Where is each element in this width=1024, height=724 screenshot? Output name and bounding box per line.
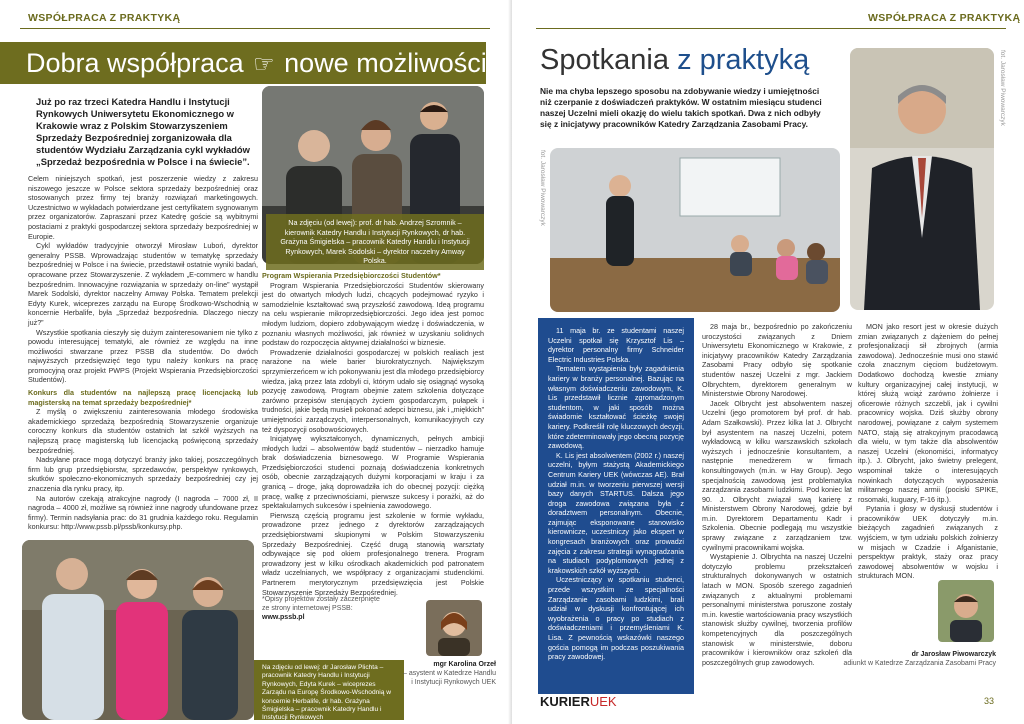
section-label-right: WSPÓŁPRACA Z PRAKTYKĄ [868,12,1021,24]
paragraph: Inicjatywę wykształconych, dynamicznych, pełnych ambicji młodych ludzi – absolwentów bądź studentów – nierzadko hamuje brak doświadczenia biznesowego. W Programie Wspierania Przedsiębiorczości studenci poznają doświadczenia konkretnych osób, obecnie zarządzających dużymi korporacjami w kraju i za granicą – droge, jaką doprowadziła ich do obecnej pozycji: ciężką pracę, walkę z przeciwnościami, pierwsze sukcesy i porażki, aż do spektakularnych sukcesów i spełnienia zawodowego. [262,434,484,511]
paragraph: Program Wspierania Przedsiębiorczości Studentów skierowany jest do otwartych młodych ludzi, chcących podejmować ryzyko i samodzielnie kształtować swą przyszłość zawodową. Ideą programu na celu wspieranie mikroprzedsiębiorczości. Jego idea jest pomoc młodym ludziom, dopiero zdobywającym wiedzę i doświadczenia, w poznaniu własnych możliwości, jak również w uzyskaniu solidnych podstaw do rozpoczęcia aktywnej działalności w biznesie. [262,280,484,348]
photo-portrait [850,48,994,310]
pointing-hand-icon: ☞ [253,51,275,78]
paragraph: Wystąpienie J. Olbrychta na naszej Uczelni dotyczyło problemu przekształceń strukturalnych dokonywanych w ostatnich latach w MON. Sposób szerego zagadnień związanych z aktualnymi problemami personalnymi ministerstwa poruszone zostały m.in. kwestie wartościowania pracy wszystkich stanowisk służby cywilnej, tworzenia profilów kompetencyjnych dla poszczególnych stanowisk w ministerstwie, doboru pracowników i kierowników oraz szkoleń dla poszczególnych grup zawodowych. [702,552,852,667]
author-name: dr Jarosław Piwowarczyk [911,651,996,658]
left-column-2 [262,268,484,597]
footnote [262,595,422,622]
top-rule-right [536,28,1006,29]
footnote-link[interactable]: www.pssb.pl [262,614,305,621]
paragraph: Tematem wystąpienia były zagadnienia kariery w branży personalnej. Bazując na własnym doświadczeniu zawodowym, K. Lis przedstawił licznie zgromadzonym studentom, w jaki sposób można świadomie kształtować ścieżkę swojej kariery. Podkreślił rolę kluczowych decyzji, które zdeterminowały jego obecną pozycję zawodową. [548,364,684,451]
photo-credit-a: fot. Jarosław Piwowarczyk [539,150,546,226]
title-plain: Spotkania [540,44,669,76]
paragraph: Cykl wykładów tradycyjnie otworzył Mirosław Luboń, dyrektor generalny PSSB. Wprowadzając studentów w tematykę sprzedaży bezpośredniej w Polsce i na świecie, przedstawił ostatnie wyniki badań, opracowane przez Stowarzyszenie. Z wykładem „E-commerc w handlu bezpośrednim. Innowacyjne rozwiązania w sprzedaży on-line” wystąpił Marek Sodolski, dyrektor naczelny Amway Polska. Tematem prelekcji Edyty Kurek, wiceprezes zarządu na Europę Środkowo-Wschodnią w koncernie Herbalife, była „Sprzedaż bezpośrednia. Dlaczego nieczy już?” [28,241,258,327]
subheading: Program Wspierania Przedsiębiorczości Studentów* [262,271,441,280]
author-photo-left [426,600,482,656]
title-part-1: Dobra współpraca [26,48,244,78]
photo-credit-b: fot. Jarosław Piwowarczyk [999,50,1006,126]
paragraph: Z myślą o zwiększeniu zainteresowania młodego środowiska akademickiego sprzedażą bezpośrednią Stowarzyszenie organizuje coroczny konkurs dla studentów ostatnich lat szkół wyższych na najlepszą pracę magisterską lub licencjacką poświęconą sprzedaży bezpośredniej. [28,407,258,455]
title-part-2: nowe możliwości [284,48,487,78]
logo-uek: UEK [589,694,617,709]
paragraph: Uczestniczący w spotkaniu studenci, przede wszystkim ze specjalności Zarządzanie zasobami ludzkimi, brali udział w dyskusji konfrontującej ich wyobrażenia o pracy po studiach z doświadczeniami i przemyśleniami K. Lisa. Z pewnością wskazówki naszego gościa pomogą im podczas poszukiwania pracy zawodowej. [548,575,684,662]
paragraph: 28 maja br., bezpośrednio po zakończeniu uroczystości związanych z Dniem Uniwersytetu Ekonomicznego w Krakowie, z inicjatywy pracowników Katedry Zarządzania Zasobami Pracy odbyło się spotkanie studentów naszej Uczelni z mgr. Jackiem Olbrychtem, dyrektorem generalnym w Ministerstwie Obrony Narodowej. [702,322,852,399]
paragraph: Pierwszą częścią programu jest szkolenie w formie wykładu, prowadzone przez jednego z dyrektorów zarządzających przedsiębiorstwami skupionymi w Polskim Stowarzyszeniu Sprzedaży Bezpośredniej. Część drugą stanowią warsztaty odbywające się pod okiem profesjonalnego trenera. Program prowadzony jest w kilku ośrodkach akademickich pod patronatem władz uczelnianych, we współpracy z organizacjami studenckimi. Partnerem merytorycznym przedsięwzięcia jest Polskie Stowarzyszenie Sprzedaży Bezpośredniej. [262,510,484,597]
article-title-left [0,42,486,84]
right-page [512,0,1024,724]
author-photo-right [938,580,994,642]
footnote-line: *Opisy projektów zostały zaczerpnięte [262,596,380,603]
paragraph: Wszystkie spotkania cieszyły się dużym zainteresowaniem nie tylko z powodu interesującej tematyki, ale również ze względu na inne możliwości stwarzane przez PSSB dla studentów. Do dwóch najwyższych przedsięwzięć tego typu należy konkurs na pracę promocyjną oraz projekt PWPS (Projekt Wspierania Przedsiębiorczości Studentów). [28,327,258,385]
footnote-line: ze strony internetowej PSSB: [262,605,353,612]
author-role: i Instytucji Rynkowych UEK [411,679,496,686]
publication-logo [540,694,617,709]
lead-paragraph-left: Już po raz trzeci Katedra Handlu i Instytucji Rynkowych Uniwersytetu Ekonomicznego w Krakowie wraz z Polskim Stowarzyszeniem Sprzedaży Bezpośredniej zorganizowała dla studentów Wydziału Zarządzania cykl wykładów „Sprzedaż bezpośrednia w Polsce i na świecie”. [36,96,250,167]
paragraph: Pytania i głosy w dyskusji studentów i pracowników UEK dotyczyły m.in. bieżących zagadnień związanych z wyjściem, w tym udziału polskich żołnierzy w misjach w Czadzie i Afganistanie, perspektyw praktyk, staży oraz pracy zawodowej absolwentów w wojsku i strukturach MON. [858,504,998,581]
paragraph: Na autorów czekają atrakcyjne nagrody (I nagroda – 7000 zł, II nagroda – 4000 zł, możliwe są również inne nagrody ufundowane przez firmy). Termin nadsyłania prac: do 31 grudnia każdego roku. Regulamin konkursu: http://www.pssb.pl/pssb/konkursy.php. [28,493,258,532]
blue-column [538,318,694,694]
photo-three-people-2 [22,540,254,720]
paragraph: K. Lis jest absolwentem (2002 r.) naszej uczelni, byłym stażystą Akademickiego Centrum Kariery UEK (wówczas AE). Brał udział m.in. w tworzeniu pierwszej wersji bazy danych STARTUS. Dalsza jego droga zawodowa związana była z doradztwem personalnym. Obecnie, zajmując eksponowane stanowisko kierownicze, uczestniczy jako ekspert w kongresach branżowych oraz prowadzi zajęcia z zakresu strategii wynagradzania na studiach podyplomowych jednej z krakowskich szkół wyższych. [548,450,684,575]
author-name: mgr Karolina Orzeł [433,661,496,668]
paragraph: Nadsyłane prace mogą dotyczyć branży jako takiej, poszczególnych firm lub grup przedsiębiorstw, sprzedawców, perspektyw rynkowych, skutków społeczno-ekonomicznych sprzedaży bezpośredniej czy jej znaczenia dla rynku pracy, itp. [28,455,258,493]
author-block-left [396,660,496,687]
paragraph: 11 maja br. ze studentami naszej Uczelni spotkał się Krzysztof Lis – dyrektor personalny firmy Schneider Electric Industries Polska. [548,326,684,364]
right-column-2 [702,322,852,667]
photo1-caption: Na zdjęciu (od lewej): prof. dr hab. Andrzej Szromnik – kierownik Katedry Handlu i Instytucji Rynkowych, dr hab. Grażyna Śmigielska – pracownik Katedry Handlu i Instytucji Rynkowych, Marek Sodolski – dyrektor naczelny Amway Polska. [266,214,484,270]
paragraph: MON jako resort jest w okresie dużych zmian związanych z dążeniem do pełnej profesjonalizacji sił zbrojnych (armia zawodowa). Jednocześnie musi ono stawić czoła znacznym cięciom budżetowym. Dodatkowo dochodzą kwestie zmiany kultury organizacyjnej całej instytucji, w której służą wciąż zarówno żołnierze i oficerowie różnych szczebli, jak i cywilni pracownicy wojska. Dziś służby obrony narodowej, powiązane z całym systemem NATO, stają się atrakcyjnym pracodawcą dla wielu, w tym także dla absolwentów naszej Uczelni (ekonomiści, informatycy itp.). J. Olbrycht, jako świetny prelegent, wspominał także o interesujących nowinkach dotyczących wyposażenia militarnego naszej armii (pociski SPIKE, rosomaki, kuguary, F-16 itp.). [858,322,998,504]
top-rule-left [20,28,490,29]
photo2-caption: Na zdjęciu od lewej: dr Jarosław Plichta – pracownik Katedry Handlu i Instytucji Rynkowych, Edyta Kurek – wiceprezes Zarządu na Europę Środkowo-Wschodnią w koncernie Herbalife, dr hab. Grażyna Śmigielska – pracownik Katedry Handlu i Instytucji Rynkowych [254,660,404,720]
right-column-3 [858,322,998,581]
author-role: adiunkt w Katedrze Zarządzania Zasobami Pracy [843,660,996,667]
lead-paragraph-right: Nie ma chyba lepszego sposobu na zdobywanie wiedzy i umiejętności niż czerpanie z doświadczeń praktyków. W ostatnim miesiącu studenci naszej Uczelni mieli okazję do wielu takich spotkań. Dwa z nich odbyły się z inicjatywy pracowników Katedry Zarządzania Zasobami Pracy. [540,86,822,129]
logo-kurier: KURIER [540,694,590,709]
paragraph: Celem niniejszych spotkań, jest poszerzenie wiedzy z zakresu niszowego jeszcze w Polsce sektora sprzedaży bezpośredniej oraz stosowanych przez firmy tej branży rozwiązań marketingowych. Uczestnictwo w wykładach potwierdzane jest certyfikatem sygnowanym przez organizatorów. Zapraszani przez Katedrę goście są wybitnymi postaciami z praktyki gospodarczej sektora sprzedaży bezpośredniej w Europie. [28,174,258,241]
article-title-right [540,44,809,77]
section-label-left: WSPÓŁPRACA Z PRAKTYKĄ [28,12,181,24]
photo-classroom [550,148,840,312]
left-column-1 [28,174,258,532]
page-number: 33 [984,696,995,706]
author-block-right [802,650,996,668]
subheading: Konkurs dla studentów na najlepszą pracę licencjacką lub magisterską na temat sprzedaży bezpośredniej* [28,388,258,407]
author-role: – asystent w Katedrze Handlu [403,670,496,677]
paragraph: Jacek Olbrycht jest absolwentem naszej Uczelni (jego promotorem był prof. dr hab. Adam Szałkowski). Przez kilka lat J. Olbrycht był asystentem na naszej Uczelni, potem wykładowcą w kilku warszawskich szkołach wyższych i jednocześnie konsultantem, a następnie menedżerem w firmach konsultingowych (m.in. w Hay Group). Jego specjalnością zawodową jest problematyka zarządzania zasobami ludzkimi. Pod koniec lat 90. J. Olbrycht związał swą karierę z Ministerstwem Obrony Narodowej, gdzie był m.in. Dyrektorem Departamentu Kadr i Szkolenia. Obecnie podlegają mu wszystkie sprawy związane z zarządzaniem tzw. cywilnymi pracownikami wojska. [702,398,852,552]
title-highlight: z praktyką [677,44,810,76]
paragraph: Prowadzenie działalności gospodarczej w polskich realiach jest narażone na wiele barier biurokratycznych. Największym sprzymierzeńcem w ich pokonywaniu jest dla młodego przedsiębiorcy wiedza, jaką przez lata zdobyli ci, którym udało się osiągnąć wysoką pozycję zawodową. Program obejmie zatem szkolenia dotyczące zarówno przepisów sterujących życiem gospodarczym, pułapek i trudności, jakie będą musieli pokonać adepci biznesu, jak i „miękkich” umiejętności zarządczych, interpersonalnych, komunikacyjnych czy też dyspozycji osobowościowych. [262,347,484,434]
